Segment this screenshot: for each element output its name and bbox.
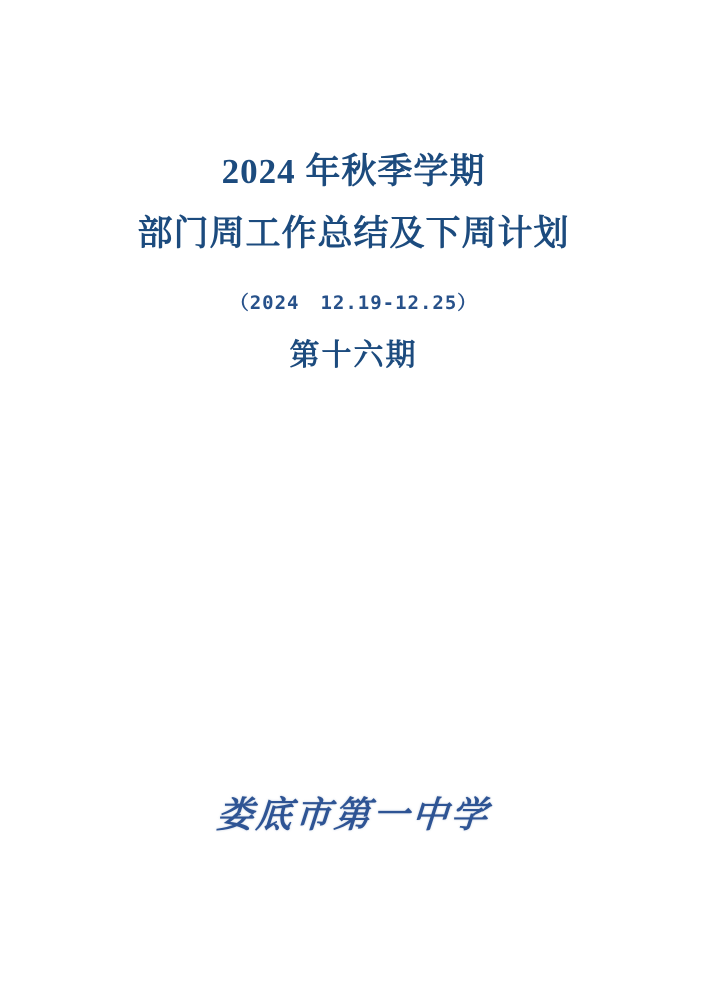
- issue-number: 第十六期: [289, 339, 418, 372]
- cover-title-line1: 2024 年秋季学期: [221, 152, 486, 191]
- school-name-logo: 娄底市第一中学: [215, 794, 492, 836]
- cover-date-range: （2024 12.19-12.25）: [229, 292, 478, 314]
- cover-title-line2: 部门周工作总结及下周计划: [137, 214, 570, 253]
